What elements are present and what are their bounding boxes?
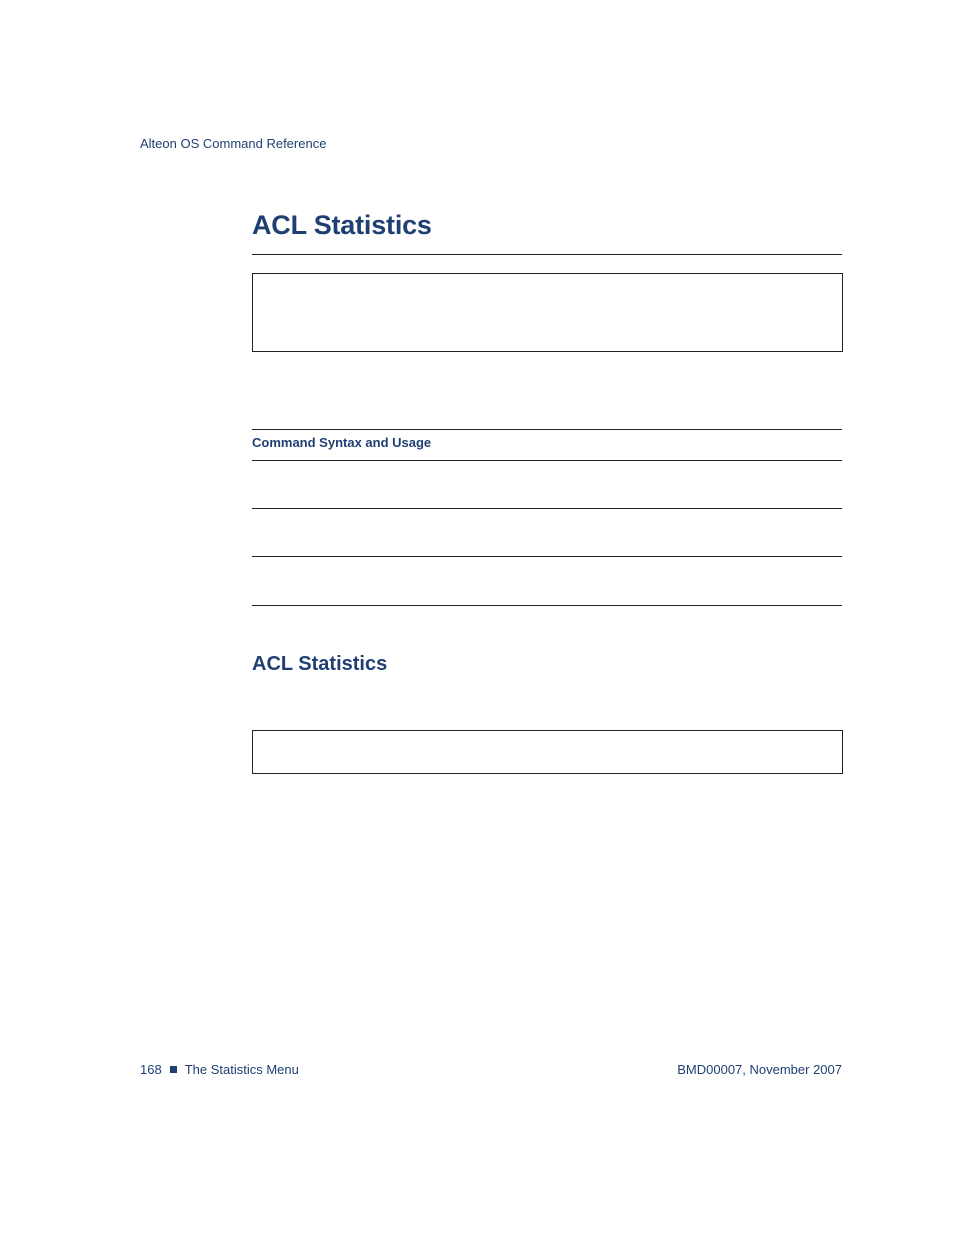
subsection-title: ACL Statistics bbox=[252, 653, 388, 675]
table-rule-bottom bbox=[252, 605, 842, 606]
table-rule-header bbox=[252, 460, 842, 461]
chapter-title: The Statistics Menu bbox=[184, 1062, 299, 1077]
table-rule-top bbox=[252, 429, 842, 430]
square-bullet-icon bbox=[170, 1066, 177, 1073]
table-row-divider bbox=[252, 508, 842, 509]
table-row-divider bbox=[252, 556, 842, 557]
command-box-top bbox=[252, 273, 843, 352]
document-id: BMD00007, November 2007 bbox=[677, 1062, 842, 1077]
page-number: 168 bbox=[140, 1062, 162, 1077]
command-box-bottom bbox=[252, 730, 843, 774]
footer-left bbox=[140, 1062, 299, 1077]
running-header: Alteon OS Command Reference bbox=[140, 136, 327, 151]
section-title-rule bbox=[252, 254, 842, 255]
table-header: Command Syntax and Usage bbox=[252, 435, 432, 450]
section-title: ACL Statistics bbox=[252, 210, 432, 240]
